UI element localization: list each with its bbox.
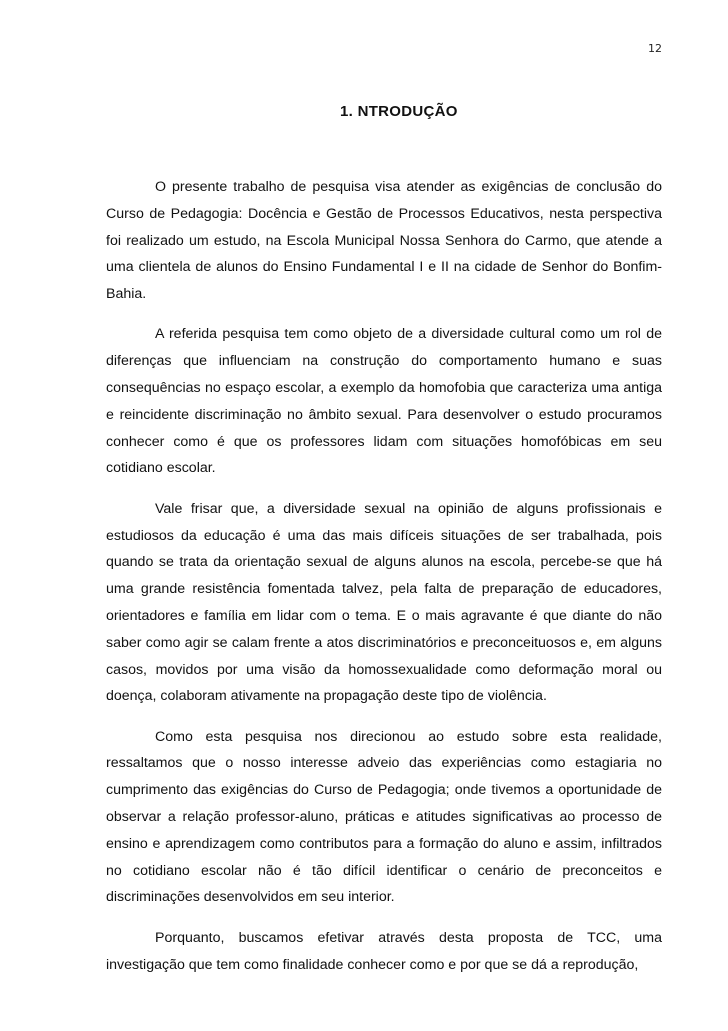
- paragraph-2: A referida pesquisa tem como objeto de a diversidade cultural como um rol de diferenças que influenciam na construção do comportamento humano e suas consequências no espaço escolar, a exemplo da homofobia que caracteriza uma antiga e reincidente discriminação no âmbito sexual. Para desenvolver o estudo procuramos conhecer como é que os professores lidam com situações homofóbicas em seu cotidiano escolar.: [106, 326, 662, 477]
- paragraph-3: Vale frisar que, a diversidade sexual na opinião de alguns profissionais e estudiosos da educação é uma das mais difíceis situações de ser trabalhada, pois quando se trata da orientação sexual de alguns alunos na escola, percebe-se que há uma grande resistência fomentada talvez, pela falta de preparação de educadores, orientadores e família em lidar com o tema. E o mais agravante é que diante do não saber como agir se calam frente a atos discriminatórios e preconceituosos e, em alguns casos, movidos por uma visão da homossexualidade como deformação moral ou doença, colaboram ativamente na propagação deste tipo de violência.: [106, 500, 662, 705]
- body-text: [106, 174, 662, 992]
- page-number: 12: [648, 42, 662, 55]
- paragraph-5: Porquanto, buscamos efetivar através desta proposta de TCC, uma investigação que tem como finalidade conhecer como e por que se dá a reprodução,: [106, 929, 662, 973]
- paragraph-1: O presente trabalho de pesquisa visa atender as exigências de conclusão do Curso de Pedagogia: Docência e Gestão de Processos Educativos, nesta perspectiva foi realizado um estudo, na Escola Municipal Nossa Senhora do Carmo, que atende a uma clientela de alunos do Ensino Fundamental I e II na cidade de Senhor do Bonfim- Bahia.: [106, 179, 662, 303]
- paragraph-4: Como esta pesquisa nos direcionou ao estudo sobre esta realidade, ressaltamos que o nosso interesse adveio das experiências como estagiaria no cumprimento das exigências do Curso de Pedagogia; onde tivemos a oportunidade de observar a relação professor-aluno, práticas e atitudes significativas ao processo de ensino e aprendizagem como contributos para a formação do aluno e assim, infiltrados no cotidiano escolar não é tão difícil identificar o cenário de preconceitos e discriminações desenvolvidos em seu interior.: [106, 728, 662, 906]
- chapter-title: 1. NTRODUÇÃO: [340, 103, 458, 120]
